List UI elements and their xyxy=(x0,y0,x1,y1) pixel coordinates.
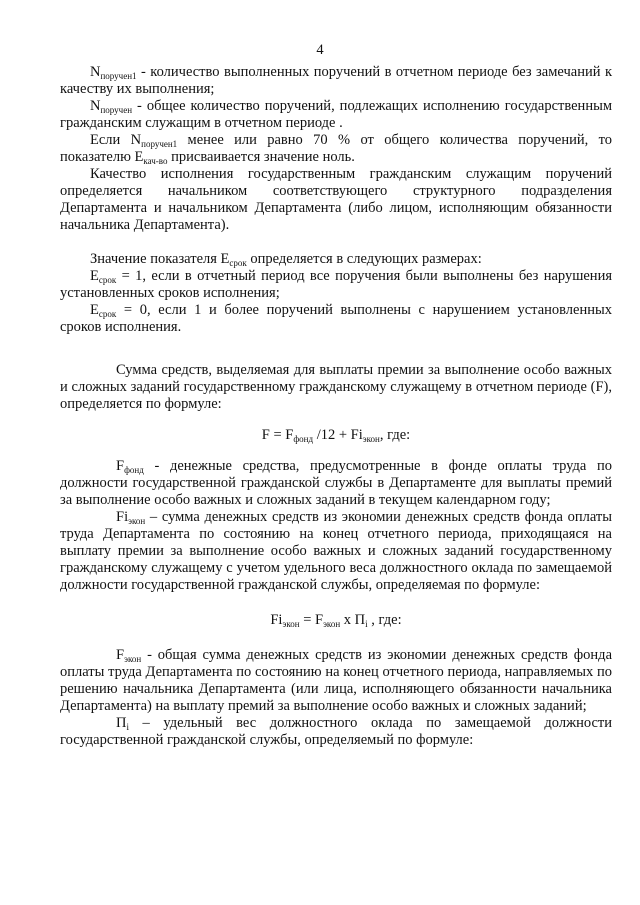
formula-part: = F xyxy=(299,612,324,628)
formula-part: /12 + Fi xyxy=(313,427,363,443)
symbol: F xyxy=(116,458,125,474)
symbol: F xyxy=(116,647,125,663)
page-number: 4 xyxy=(316,42,324,58)
subscript: срок xyxy=(98,275,117,285)
formula-part: , где: xyxy=(379,427,411,443)
paragraph-threshold xyxy=(60,132,612,166)
subscript: поручен1 xyxy=(100,71,137,81)
definition-text: - денежные средства, предусмотренные в фонде оплаты труда по должности государственной гражданской службы в Департаменте для выплаты премий за выполнение особо важных и сложных заданий в текущем календарном году; xyxy=(60,458,612,508)
paragraph-e-srok-values xyxy=(60,251,612,268)
subscript: срок xyxy=(229,258,247,268)
paragraph-quality: Качество исполнения государственным гражданским служащим поручений определяется начальником соответствующего структурного подразделения Департамента и начальником Департамента (либо лицом, исполняющим обязанности начальника Департамента). xyxy=(60,166,612,233)
definition-text: = 1, если в отчетный период все поручения были выполнены без нарушения установленных сроков исполнения; xyxy=(60,268,612,301)
definition-p-i xyxy=(60,715,612,749)
definition-f-fond xyxy=(60,458,612,509)
symbol: E xyxy=(90,268,99,284)
formula-fi-ekon xyxy=(60,612,612,629)
definition-text: - общая сумма денежных средств из экономии денежных средств фонда оплаты труда Департамента по состоянию на конец отчетного периода, направляемых по решению начальника Департамента (или лица, исполняющего обязанности начальника Департамента) на выплату премий за выполнение особо важных и сложных заданий; xyxy=(60,647,612,714)
definition-text: - количество выполненных поручений в отчетном периоде без замечаний к качеству их выполнения; xyxy=(60,64,612,97)
symbol: N xyxy=(90,98,101,114)
text: присваивается значение ноль. xyxy=(167,149,355,165)
subscript: экон xyxy=(323,619,341,629)
definition-text: = 0, если 1 и более поручений выполнены с нарушением установленных сроков исполнения. xyxy=(60,302,612,335)
symbol: П xyxy=(116,715,127,731)
text: менее или равно 70 % от общего количества поручений, то показателю E xyxy=(60,132,612,165)
formula-part: F = F xyxy=(261,427,294,443)
formula-part: , где: xyxy=(367,612,402,628)
subscript: экон xyxy=(124,654,142,664)
subscript: i xyxy=(365,619,368,629)
subscript: экон xyxy=(282,619,300,629)
definition-n-poruchen xyxy=(60,98,612,132)
subscript: экон xyxy=(362,434,380,444)
definition-text: – удельный вес должностного оклада по замещаемой должности государственной гражданской службы, определяемый по формуле: xyxy=(60,715,612,748)
paragraph-premium-sum: Сумма средств, выделяемая для выплаты премии за выполнение особо важных и сложных заданий государственному гражданскому служащему в отчетном периоде (F), определяется по формуле: xyxy=(60,362,612,412)
text: определяется в следующих размерах: xyxy=(246,251,482,267)
text: Если N xyxy=(90,132,142,148)
definition-fi-ekon xyxy=(60,509,612,594)
symbol: E xyxy=(90,302,99,318)
subscript: экон xyxy=(128,516,146,526)
definition-f-ekon xyxy=(60,647,612,715)
subscript: поручен1 xyxy=(141,139,178,149)
subscript: i xyxy=(126,722,129,732)
document-body xyxy=(60,64,612,749)
definition-text: - общее количество поручений, подлежащих исполнению государственным гражданским служащим в отчетном периоде . xyxy=(60,98,612,131)
definition-text: – сумма денежных средств из экономии денежных средств фонда оплаты труда Департамента по состоянию на конец отчетного периода, приходящаяся на выплату премии за выполнение особо важных и сложных заданий государственному гражданскому служащему с учетом удельного веса должностного оклада по замещаемой должности государственной гражданской службы, определяемая по формуле: xyxy=(60,509,612,593)
symbol: Fi xyxy=(116,509,129,525)
definition-e-srok-0 xyxy=(60,302,612,336)
subscript: срок xyxy=(98,309,117,319)
subscript: фонд xyxy=(293,434,314,444)
formula-part: x П xyxy=(340,612,366,628)
subscript: поручен xyxy=(100,105,133,115)
subscript: кач-во xyxy=(143,156,168,166)
definition-n-poruchen1 xyxy=(60,64,612,98)
symbol: N xyxy=(90,64,101,80)
text: Значение показателя E xyxy=(90,251,230,267)
formula-part: Fi xyxy=(270,612,283,628)
subscript: фонд xyxy=(124,465,144,475)
definition-e-srok-1 xyxy=(60,268,612,302)
formula-f xyxy=(60,427,612,444)
